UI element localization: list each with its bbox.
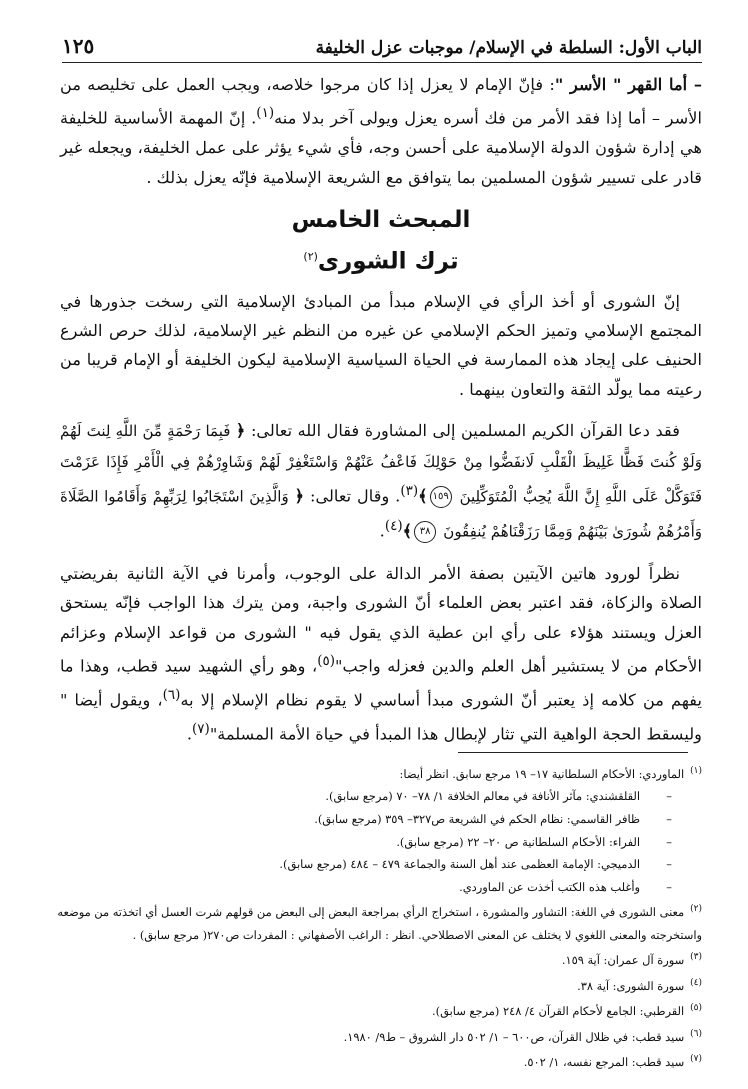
ayah-number-159: ١٥٩ [430,486,452,508]
footnote-ref-6: (٦) [162,686,181,703]
footnote-1-ref-qalqashandi: – القلقشندي: مآثر الأنافة في معالم الخلافة ١/ ٧٨– ٧٠ (مرجع سابق). [56,785,702,808]
footnote-2-continued: واستخرجته والمعنى اللغوي لا يختلف عن المعنى الاصطلاحي. انظر : الراغب الأصفهاني : المفردات ص٢٧٠( مرجع سابق) . [132,927,702,942]
quran-verse-ash-shura: وَالَّذِينَ اسْتَجَابُوا لِرَبِّهِمْ وَأَقَامُوا الصَّلَاةَ وَأَمْرُهُمْ شُورَىٰ بَيْنَهُمْ وَمِمَّا رَزَقْنَاهُمْ يُنفِقُونَ [60,487,702,541]
footnote-1-ref-qasimi: – ظافر القاسمي: نظام الحكم في الشريعة ص٣٢٧– ٣٥٩ (مرجع سابق). [56,808,702,831]
footnote-ref-4: (٤) [384,517,403,534]
footnote-7: $^{(٧)}$سيد قطب: المرجع نفسه، ١/ ٥٠٢. [523,1053,702,1069]
footnote-5: $^{(٥)}$القرطبي: الجامع لأحكام القرآن ٤/ ٢٤٨ (مرجع سابق). [432,1003,702,1018]
footnote-ref-1: (١) [256,105,275,122]
chapter-title: الباب الأول: السلطة في الإسلام/ موجبات عزل الخليفة [315,38,702,58]
paragraph-shura-principle: إنّ الشورى أو أخذ الرأي في الإسلام مبدأ من المبادئ الإسلامية التي رسخت جذورها في المجتمع الإسلامي وتميز الحكم الإسلامي عن غيره من النظم غير الإسلامية، لذلك حرص الشرع الحنيف على إيجاد هذه الممارسة في الحياة السياسية الإسلامية ليكون الخليفة أو الإمام قريبا من رعيته مما يولّد الثقة والتعاون بينهما . [60,291,702,399]
footnote-3: $^{(٣)}$سورة آل عمران: آية ١٥٩. [561,952,702,968]
quran-verse-al-imran: فَبِمَا رَحْمَةٍ مِّنَ اللَّهِ لِنتَ لَهُمْ وَلَوْ كُنتَ فَظًّا غَلِيظَ الْقَلْبِ لَانفَضُّوا مِنْ حَوْلِكَ فَاعْفُ عَنْهُمْ وَاسْتَغْفِرْ لَهُمْ وَشَاوِرْهُمْ فِي الْأَمْرِ فَإِذَا عَزَمْتَ فَتَوَكَّلْ عَلَى اللَّهِ إِنَّ اللَّهَ يُحِبُّ الْمُتَوَكِّلِينَ [60,422,703,506]
footnote-2: $^{(٢)}$معنى الشورى في اللغة: التشاور والمشورة ، استخراج الرأي بمراجعة البعض إلى البعض من قولهم شرت العسل أي اتخذته من موضعه [57,904,702,920]
footnote-1-ref-dumaiji: – الدميجي: الإمامة العظمى عند أهل السنة والجماعة ٤٧٩ – ٤٨٤ (مرجع سابق). [56,853,702,876]
footnote-ref-7: (٧) [192,720,210,737]
footnote-6: $^{(٦)}$سيد قطب: في ظلال القرآن، ص٦٠٠ – ١/ ٥٠٢ دار الشروق – ط٩/ ١٩٨٠. [343,1028,702,1044]
section-title: المبحث الخامس [291,207,471,234]
footnote-ref-2: (٢) [303,250,318,264]
body-text [60,70,702,748]
page-number: ١٢٥ [62,34,95,58]
footnote-4: $^{(٤)}$سورة الشورى: آية ٣٨. [577,977,702,993]
captivity-lead: – أما القهر " الأسر " [554,75,702,94]
paragraph-obligation: نظراً لورود هاتين الآيتين بصفة الأمر الدالة على الوجوب، وأمرنا في الآية الثانية بفريضتي الصلاة والزكاة، فقد اعتبر بعض العلماء أنّ الشورى واجبة، ومن يترك هذا الواجب فإنّه يستحق العزل ويستند هؤلاء على رأي ابن عطية الذي يقول فيه " الشورى من قواعد الإسلام وعزائم الأحكام من لا يستشير أهل العلم والدين فعزله واجب"$^{(٥)}$، وهو رأي الشهيد سيد قطب، وهذا ما يفهم من كلامه إذ يعتبر أنّ الشورى مبدأ أساسي لا يقوم نظام الإسلام إلا به$^{(٦)}$، ويقول أيضا " وليسقط الحجة الواهية التي تثار لإبطال هذا المبدأ في حياة الأمة المسلمة"$^{(٧)}$. [60,563,702,743]
footnote-ref-5: (٥) [317,652,336,669]
section-subtitle: ترك الشورى$^{(٢)}$ [303,248,459,275]
footnote-1-ref-farra: – الفراء: الأحكام السلطانية ص ٢٠– ٢٢ (مرجع سابق). [56,831,702,854]
ayah-number-38: ٣٨ [414,521,436,543]
footnote-1-note: – وأغلب هذه الكتب أخذت عن الماوردي. [56,876,702,899]
footnote-ref-3: (٣) [400,483,419,500]
paragraph-quran-verses: فقد دعا القرآن الكريم المسلمين إلى المشاورة فقال الله تعالى: ﴿ فَبِمَا رَحْمَةٍ مِّنَ اللَّهِ لِنتَ لَهُمْ وَلَوْ كُنتَ فَظًّا غَلِيظَ الْقَلْبِ لَانفَضُّوا مِنْ حَوْلِكَ فَاعْفُ عَنْهُمْ وَاسْتَغْفِرْ لَهُمْ وَشَاوِرْهُمْ فِي الْأَمْرِ فَإِذَا عَزَمْتَ فَتَوَكَّلْ عَلَى اللَّهِ إِنَّ اللَّهَ يُحِبُّ الْمُتَوَكِّلِينَ ١٥٩﴾$^{(٣)}$. وقال تعالى: ﴿ وَالَّذِينَ اسْتَجَابُوا لِرَبِّهِمْ وَأَقَامُوا الصَّلَاةَ وَأَمْرُهُمْ شُورَىٰ بَيْنَهُمْ وَمِمَّا رَزَقْنَاهُمْ يُنفِقُونَ ٣٨﴾$^{(٤)}$. [60,416,702,546]
paragraph-deposition-captivity: – أما القهر " الأسر ": فإنّ الإمام لا يعزل إذا كان مرجوا خلاصه، ويجب العمل على تخليصه من الأسر – أما إذا فقد الأمر من فك أسره يعزل ويولى آخر بدلا منه$^{(١)}$. إنّ المهمة الأساسية للخليفة هي إدارة شؤون الدولة الإسلامية على أحسن وجه، فأي شيء يؤثر على عمل الخليفة، ويجعله غير قادر على تسيير شؤون المسلمين بما يتوافق مع الشريعة الإسلامية فإنّه يعزل بذلك . [60,75,702,187]
footnote-divider [458,752,688,753]
running-header [62,28,702,63]
footnote-1: $^{(١)}$الماوردي: الأحكام السلطانية ١٧– ١٩ مرجع سابق. انظر أيضا: [399,766,702,781]
footnotes [56,760,702,1073]
